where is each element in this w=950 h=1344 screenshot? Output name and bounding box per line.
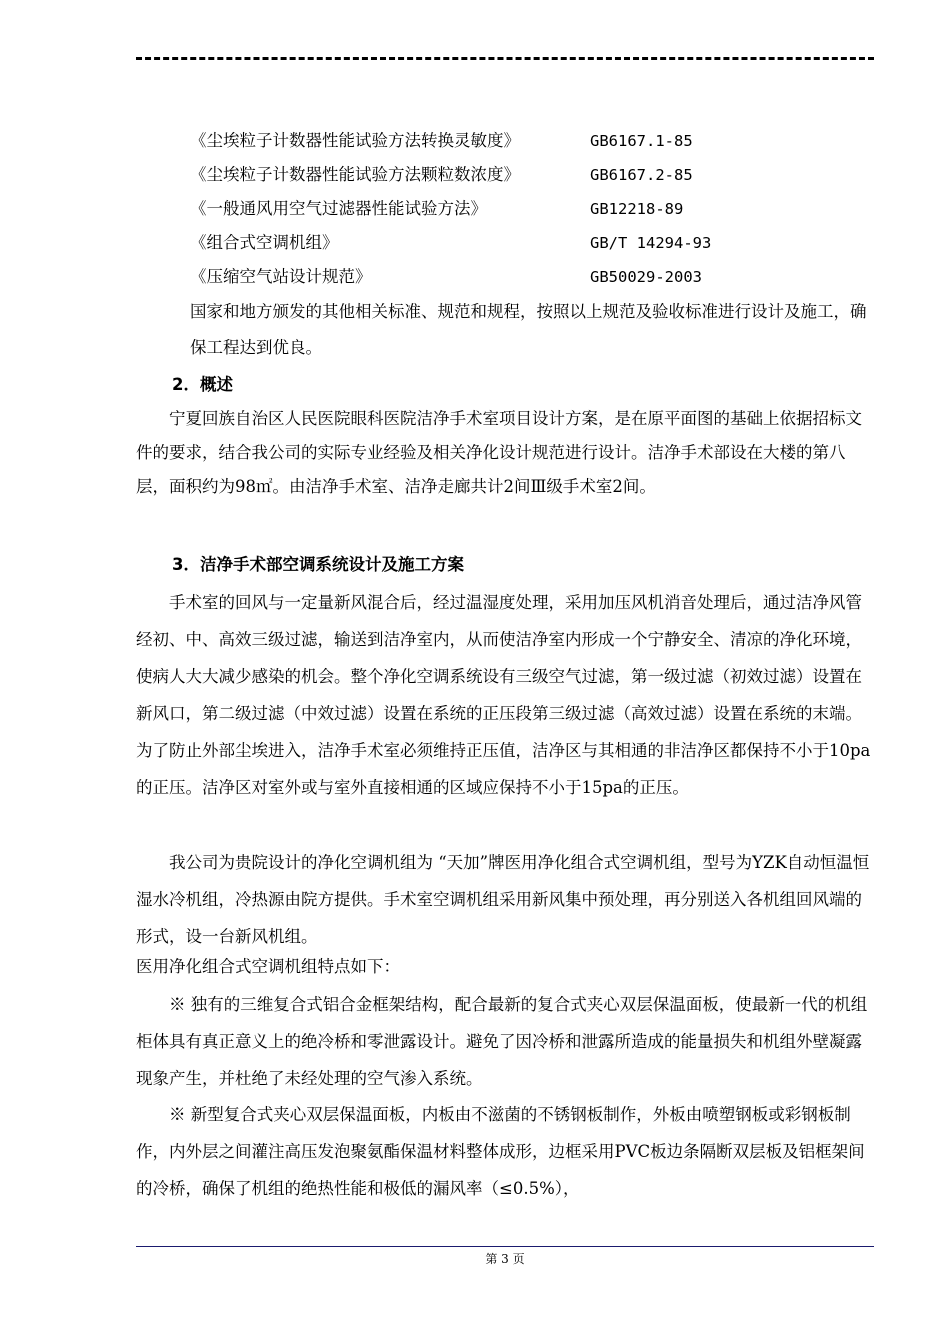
section-3-paragraph-1: 手术室的回风与一定量新风混合后，经过温湿度处理，采用加压风机消音处理后，通过洁净风管经初、中、高效三级过滤，输送到洁净室内，从而使洁净室内形成一个宁静安全、清凉的净化环境，使病人大大减少感染的机会。整个净化空调系统设有三级空气过滤，第一级过滤（初效过滤）设置在新风口，第二级过滤（中效过滤）设置在系统的正压段第三级过滤（高效过滤）设置在系统的末端。为了防止外部尘埃进入，洁净手术室必须维持正压值，洁净区与其相通的非洁净区都保持不小于10pa的正压。洁净区对室外或与室外直接相通的区域应保持不小于15pa的正压。 <box>136 593 871 797</box>
standard-title: 《压缩空气站设计规范》 <box>190 267 372 286</box>
section-3-paragraph-2: 我公司为贵院设计的净化空调机组为 “天加”牌医用净化组合式空调机组，型号为YZK自动恒温恒湿水冷机组，冷热源由院方提供。手术室空调机组采用新风集中预处理，再分别送入各机组回风端的形式，设一台新风机组。 <box>136 853 870 946</box>
standard-code: GB6167.2-85 <box>590 166 693 184</box>
section-2-heading: 2．概述 <box>172 375 233 394</box>
feature-item-1: ※ 独有的三维复合式铝合金框架结构，配合最新的复合式夹心双层保温面板，使最新一代的机组柜体具有真正意义上的绝冷桥和零泄露设计。避免了因冷桥和泄露所造成的能量损失和机组外壁凝露现象产生，并杜绝了未经处理的空气渗入系统。 <box>136 995 868 1088</box>
standard-title: 《尘埃粒子计数器性能试验方法转换灵敏度》 <box>190 131 520 150</box>
feature-item-2: ※ 新型复合式夹心双层保温面板，内板由不滋菌的不锈钢板制作，外板由喷塑钢板或彩钢板制作，内外层之间灌注高压发泡聚氨酯保温材料整体成形，边框采用PVC板边条隔断双层板及铝框架间的冷桥，确保了机组的绝热性能和极低的漏风率（≤0.5%）， <box>136 1105 865 1198</box>
standard-row <box>190 158 830 192</box>
standards-list <box>190 124 830 294</box>
standard-title: 《一般通风用空气过滤器性能试验方法》 <box>190 199 487 218</box>
section-2-body: 宁夏回族自治区人民医院眼科医院洁净手术室项目设计方案，是在原平面图的基础上依据招标文件的要求，结合我公司的实际专业经验及相关净化设计规范进行设计。洁净手术部设在大楼的第八层，面积约为98㎡。由洁净手术室、洁净走廊共计2间Ⅲ级手术室2间。 <box>136 409 862 496</box>
standard-row <box>190 226 830 260</box>
standards-note: 国家和地方颁发的其他相关标准、规范和规程，按照以上规范及验收标准进行设计及施工，确保工程达到优良。 <box>190 302 867 357</box>
header-dashed-rule <box>136 57 874 60</box>
section-3-heading: 3．洁净手术部空调系统设计及施工方案 <box>172 555 464 574</box>
standard-code: GB6167.1-85 <box>590 132 693 150</box>
section-3-paragraph-3: 医用净化组合式空调机组特点如下： <box>136 957 400 976</box>
footer-rule <box>136 1246 874 1247</box>
standard-title: 《组合式空调机组》 <box>190 233 339 252</box>
standard-row <box>190 260 830 294</box>
standard-row <box>190 192 830 226</box>
page-number: 第 3 页 <box>485 1252 525 1266</box>
standard-row <box>190 124 830 158</box>
standard-title: 《尘埃粒子计数器性能试验方法颗粒数浓度》 <box>190 165 520 184</box>
standard-code: GB50029-2003 <box>590 268 702 286</box>
standard-code: GB/T 14294-93 <box>590 234 712 252</box>
standard-code: GB12218-89 <box>590 200 684 218</box>
